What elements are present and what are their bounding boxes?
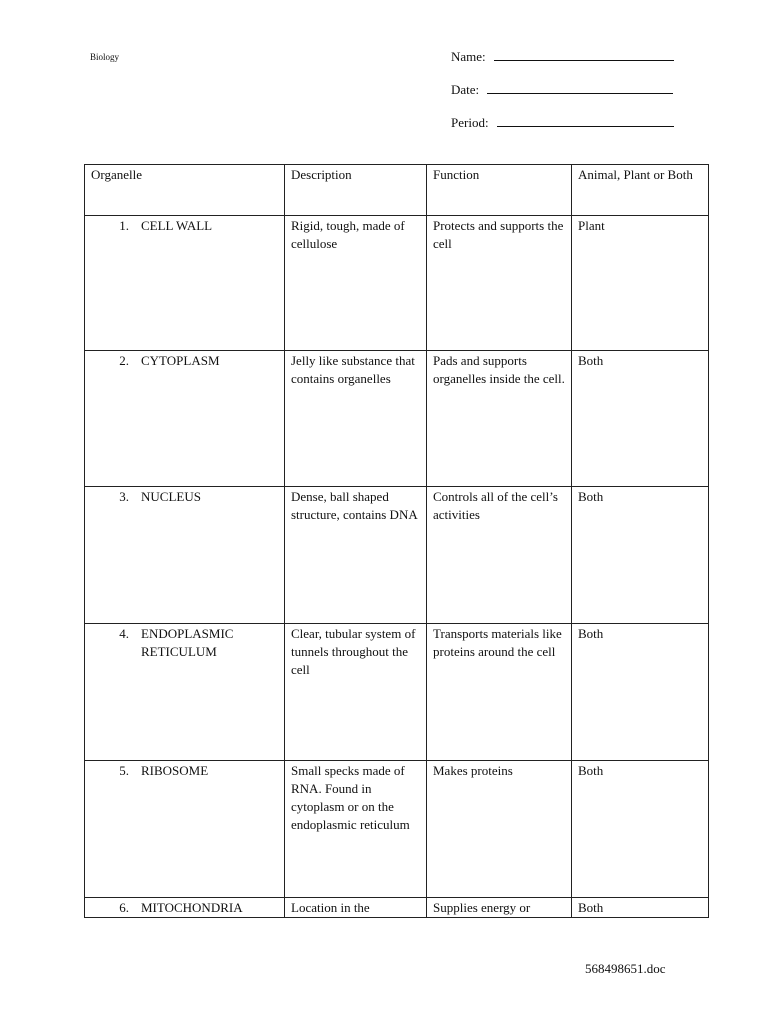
description-cell: Location in the (285, 898, 427, 918)
course-title: Biology (90, 52, 120, 62)
table-row (85, 898, 709, 918)
column-header-description: Description (285, 165, 427, 216)
row-number: 1. (119, 218, 129, 233)
organelle-cell (85, 216, 285, 351)
description-cell: Jelly like substance that contains organelles (285, 351, 427, 487)
column-header-organelle: Organelle (85, 165, 285, 216)
function-cell: Makes proteins (427, 761, 572, 898)
row-number: 2. (119, 353, 129, 368)
name-line[interactable] (494, 48, 674, 61)
type-cell: Plant (572, 216, 709, 351)
row-number: 4. (119, 626, 129, 641)
column-header-type: Animal, Plant or Both (572, 165, 709, 216)
period-line[interactable] (497, 114, 674, 127)
organelle-cell (85, 898, 285, 918)
organelle-cell (85, 624, 285, 761)
date-line[interactable] (487, 81, 673, 94)
function-cell: Supplies energy or (427, 898, 572, 918)
organelle-name: NUCLEUS (141, 489, 201, 504)
function-cell: Protects and supports the cell (427, 216, 572, 351)
organelle-cell (85, 351, 285, 487)
function-cell: Pads and supports organelles inside the cell. (427, 351, 572, 487)
description-cell: Rigid, tough, made of cellulose (285, 216, 427, 351)
period-label: Period: (451, 115, 489, 130)
table-row (85, 487, 709, 624)
type-cell: Both (572, 761, 709, 898)
organelle-name: CELL WALL (141, 218, 213, 233)
date-label: Date: (451, 82, 480, 97)
organelle-table (84, 164, 709, 918)
function-cell: Controls all of the cell’s activities (427, 487, 572, 624)
organelle-name: RIBOSOME (141, 763, 209, 778)
name-label: Name: (451, 49, 486, 64)
column-header-function: Function (427, 165, 572, 216)
row-number: 3. (119, 489, 129, 504)
organelle-name: CYTOPLASM (141, 353, 220, 368)
type-cell: Both (572, 351, 709, 487)
description-cell: Dense, ball shaped structure, contains DNA (285, 487, 427, 624)
row-number: 5. (119, 763, 129, 778)
type-cell: Both (572, 898, 709, 918)
table-row (85, 351, 709, 487)
name-field (451, 48, 674, 65)
organelle-name: ENDOPLASMIC RETICULUM (141, 626, 234, 659)
document-filename: 568498651.doc (585, 961, 666, 976)
table-row (85, 761, 709, 898)
type-cell: Both (572, 487, 709, 624)
period-field (451, 114, 674, 131)
table-header-row (85, 165, 709, 216)
table-row (85, 624, 709, 761)
description-cell: Small specks made of RNA. Found in cytoplasm or on the endoplasmic reticulum (285, 761, 427, 898)
row-number: 6. (119, 900, 129, 915)
organelle-cell (85, 761, 285, 898)
organelle-cell (85, 487, 285, 624)
table-row (85, 216, 709, 351)
description-cell: Clear, tubular system of tunnels throughout the cell (285, 624, 427, 761)
organelle-name: MITOCHONDRIA (141, 900, 243, 915)
date-field (451, 81, 673, 98)
function-cell: Transports materials like proteins around the cell (427, 624, 572, 761)
type-cell: Both (572, 624, 709, 761)
